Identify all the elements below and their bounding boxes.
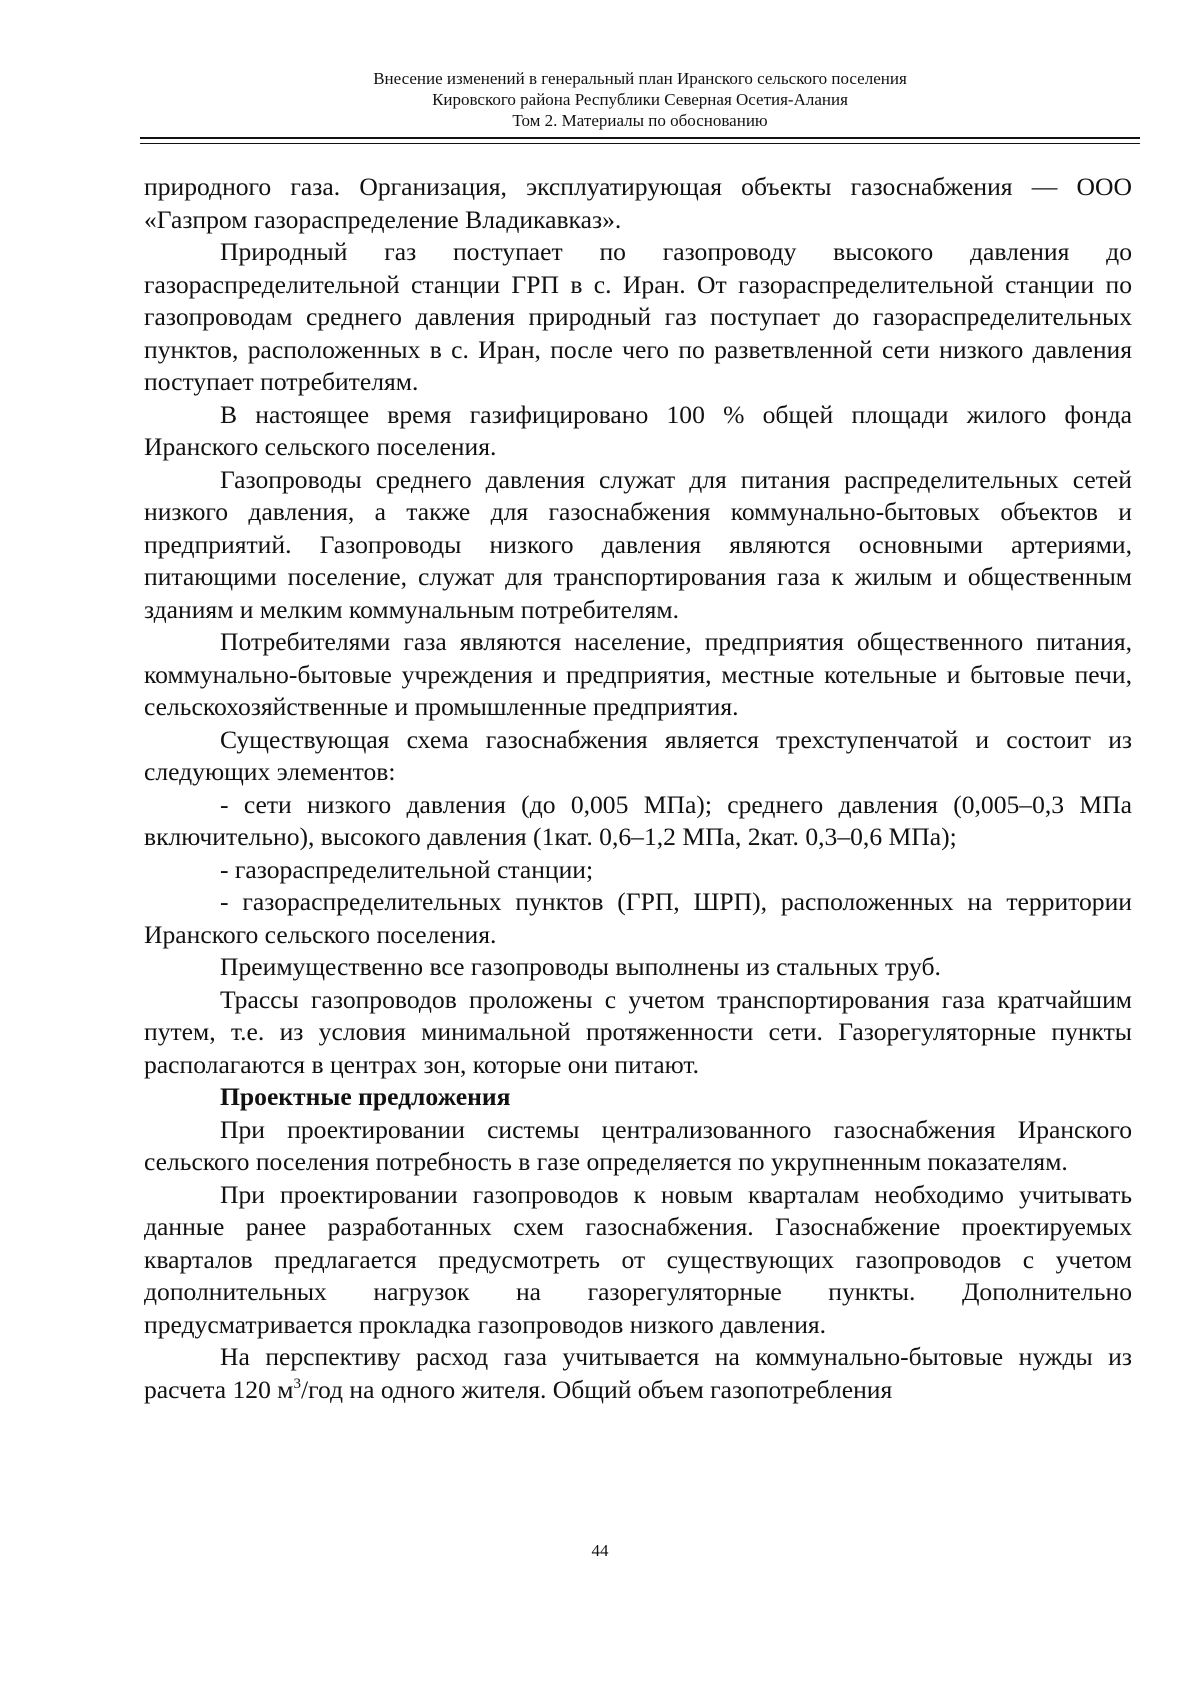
header-rule-thin <box>140 143 1140 144</box>
paragraph-text: /год на одного жителя. Общий объем газопотребления <box>300 1374 893 1404</box>
paragraph: природного газа. Организация, эксплуатирующая объекты газоснабжения — ООО «Газпром газораспределение Владикавказ». <box>144 172 1132 234</box>
paragraph: Газопроводы среднего давления служат для питания распределительных сетей низкого давления, а также для газоснабжения коммунально-бытовых объектов и предприятий. Газопроводы низкого давления являются основными артериями, питающими поселение, служат для транспортирования газа к жилым и общественным зданиям и мелким коммунальным потребителям. <box>144 464 1132 624</box>
paragraph-text: На перспективу расход газа учитывается на коммунально-бытовые нужды из расчета 120 м <box>144 1342 1132 1404</box>
header-line-3: Том 2. Материалы по обоснованию <box>512 111 768 130</box>
list-item: - сети низкого давления (до 0,005 МПа); среднего давления (0,005–0,3 МПа включительно), высокого давления (1кат. 0,6–1,2 МПа, 2кат. 0,3–0,6 МПа); <box>144 789 1132 851</box>
paragraph: Потребителями газа являются население, предприятия общественного питания, коммунально-бытовые учреждения и предприятия, местные котельные и бытовые печи, сельскохозяйственные и промышленные предприятия. <box>144 627 1132 721</box>
header-line-2: Кировского района Республики Северная Осетия-Алания <box>432 90 848 109</box>
page-number: 44 <box>591 1541 609 1560</box>
paragraph: Преимущественно все газопроводы выполнены из стальных труб. <box>220 952 941 981</box>
paragraph: При проектировании газопроводов к новым кварталам необходимо учитывать данные ранее разработанных схем газоснабжения. Газоснабжение проектируемых кварталов предлагается предусмотреть от существующих газопроводов с учетом дополнительных нагрузок на газорегуляторные пункты. Дополнительно предусматривается прокладка газопроводов низкого давления. <box>144 1179 1132 1339</box>
paragraph: Существующая схема газоснабжения является трехступенчатой и состоит из следующих элементов: <box>144 724 1132 786</box>
paragraph: При проектировании системы централизованного газоснабжения Иранского сельского поселения потребность в газе определяется по укрупненным показателям. <box>144 1114 1132 1176</box>
list-item: - газораспределительной станции; <box>220 854 594 884</box>
paragraph: Трассы газопроводов проложены с учетом транспортирования газа кратчайшим путем, т.е. из условия минимальной протяженности сети. Газорегуляторные пункты располагаются в центрах зон, которые они питают. <box>144 984 1132 1079</box>
paragraph <box>144 1341 1132 1406</box>
header-line-1: Внесение изменений в генеральный план Иранского сельского поселения <box>373 69 907 88</box>
body-text <box>144 171 1132 1406</box>
paragraph: В настоящее время газифицировано 100 % общей площади жилого фонда Иранского сельского поселения. <box>144 399 1132 461</box>
superscript: 3 <box>293 1375 301 1392</box>
header-rule-thick <box>140 137 1140 139</box>
list-item: - газораспределительных пунктов (ГРП, ШРП), расположенных на территории Иранского сельского поселения. <box>144 887 1132 949</box>
paragraph: Природный газ поступает по газопроводу высокого давления до газораспределительной станции ГРП в с. Иран. От газораспределительной станции по газопроводам среднего давления природный газ поступает до газораспределительных пунктов, расположенных в с. Иран, после чего по разветвленной сети низкого давления поступает потребителям. <box>144 237 1132 396</box>
section-heading: Проектные предложения <box>220 1082 511 1111</box>
page-header <box>140 68 1140 131</box>
